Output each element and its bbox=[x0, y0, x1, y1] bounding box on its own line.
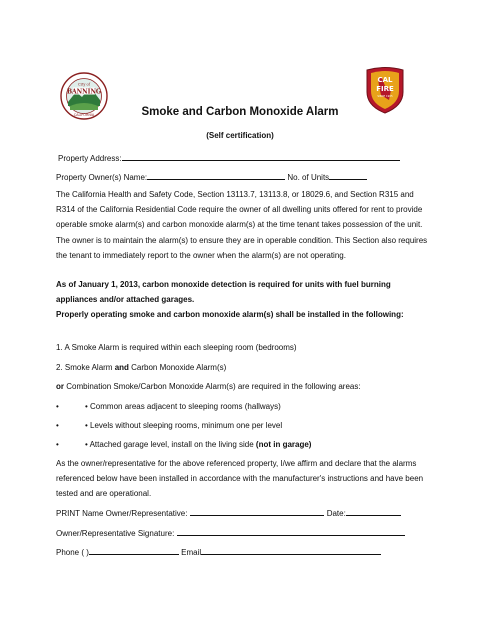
install-heading: Properly operating smoke and carbon monoxide alarm(s) shall be installed in the following: bbox=[56, 310, 404, 319]
calfire-text-sub: FIRE bbox=[376, 85, 394, 93]
bullet3-prefix: • Attached garage level, install on the living side bbox=[85, 440, 256, 449]
signature-field[interactable] bbox=[177, 527, 405, 536]
or-suffix: Combination Smoke/Carbon Monoxide Alarm(s) are required in the following areas: bbox=[64, 382, 361, 391]
property-address-label: Property Address: bbox=[58, 154, 122, 163]
date-field[interactable] bbox=[346, 507, 401, 516]
date-label: Date: bbox=[326, 509, 346, 518]
item2-prefix: 2. Smoke Alarm bbox=[56, 363, 115, 372]
requirement-item-2 bbox=[56, 362, 226, 373]
units-label: No. of Units bbox=[287, 173, 330, 182]
seal-text-top: City of bbox=[77, 82, 91, 87]
seal-text-bottom: CALIFORNIA bbox=[73, 113, 95, 117]
property-address-row bbox=[58, 152, 400, 164]
bullet-item-2: • Levels without sleeping rooms, minimum one per level bbox=[85, 421, 283, 430]
page-subtitle: (Self certification) bbox=[206, 131, 274, 140]
intro-paragraph: The California Health and Safety Code, Section 13113.7, 13113.8, or 18029.6, and Section R315 and R314 of the California Residential Code require the owner of all dwelling units offered for rent to provide operable smoke alarm(s) and carbon monoxide alarm(s) at the time tenant takes possession of the unit. The owner is to maintain the alarm(s) to ensure they are in operable condition. This Section also requires the tenant to immediately report to the owner when the alarm(s) are not operating. bbox=[56, 190, 428, 260]
combination-alarm-line bbox=[56, 381, 361, 392]
item2-and: and bbox=[114, 363, 129, 372]
page-title: Smoke and Carbon Monoxide Alarm bbox=[141, 106, 339, 118]
print-name-label: PRINT Name Owner/Representative: bbox=[56, 509, 188, 518]
requirement-item-1: 1. A Smoke Alarm is required within each sleeping room (bedrooms) bbox=[56, 343, 297, 352]
signature-label: Owner/Representative Signature: bbox=[56, 529, 175, 538]
calfire-text-main: CAL bbox=[377, 76, 393, 84]
seal-text-main: BANNING bbox=[66, 88, 102, 96]
bullet-marker: • bbox=[56, 402, 59, 411]
bullet-marker: • bbox=[56, 440, 59, 449]
calfire-text-small: SINCE 1905 bbox=[377, 95, 393, 98]
co-requirement-paragraph: As of January 1, 2013, carbon monoxide detection is required for units with fuel burning appliances and/or attached garages. bbox=[56, 280, 391, 305]
bullet-item-1: • Common areas adjacent to sleeping rooms (hallways) bbox=[85, 402, 281, 411]
property-address-field[interactable] bbox=[122, 152, 400, 161]
email-field[interactable] bbox=[201, 546, 381, 555]
print-name-field[interactable] bbox=[190, 507, 324, 516]
owner-row bbox=[56, 171, 367, 183]
item2-suffix: Carbon Monoxide Alarm(s) bbox=[128, 363, 227, 372]
signature-row bbox=[56, 527, 405, 539]
or-word: or bbox=[56, 382, 64, 391]
units-field[interactable] bbox=[329, 171, 367, 180]
bullet-marker: • bbox=[56, 421, 59, 430]
bullet-item-3 bbox=[85, 439, 311, 450]
affirm-paragraph: As the owner/representative for the above referenced property, I/we affirm and declare that the alarms referenced below have been installed in accordance with the manufacturer's instructions and have been tested and are operational. bbox=[56, 459, 424, 499]
bullet3-bold: (not in garage) bbox=[255, 440, 312, 449]
phone-label: Phone ( ) bbox=[56, 548, 89, 557]
phone-field[interactable] bbox=[89, 546, 179, 555]
print-name-row bbox=[56, 507, 401, 519]
owner-name-label: Property Owner(s) Name: bbox=[56, 173, 148, 182]
email-label: Email bbox=[181, 548, 202, 557]
owner-name-field[interactable] bbox=[147, 171, 285, 180]
contact-row bbox=[56, 546, 381, 558]
